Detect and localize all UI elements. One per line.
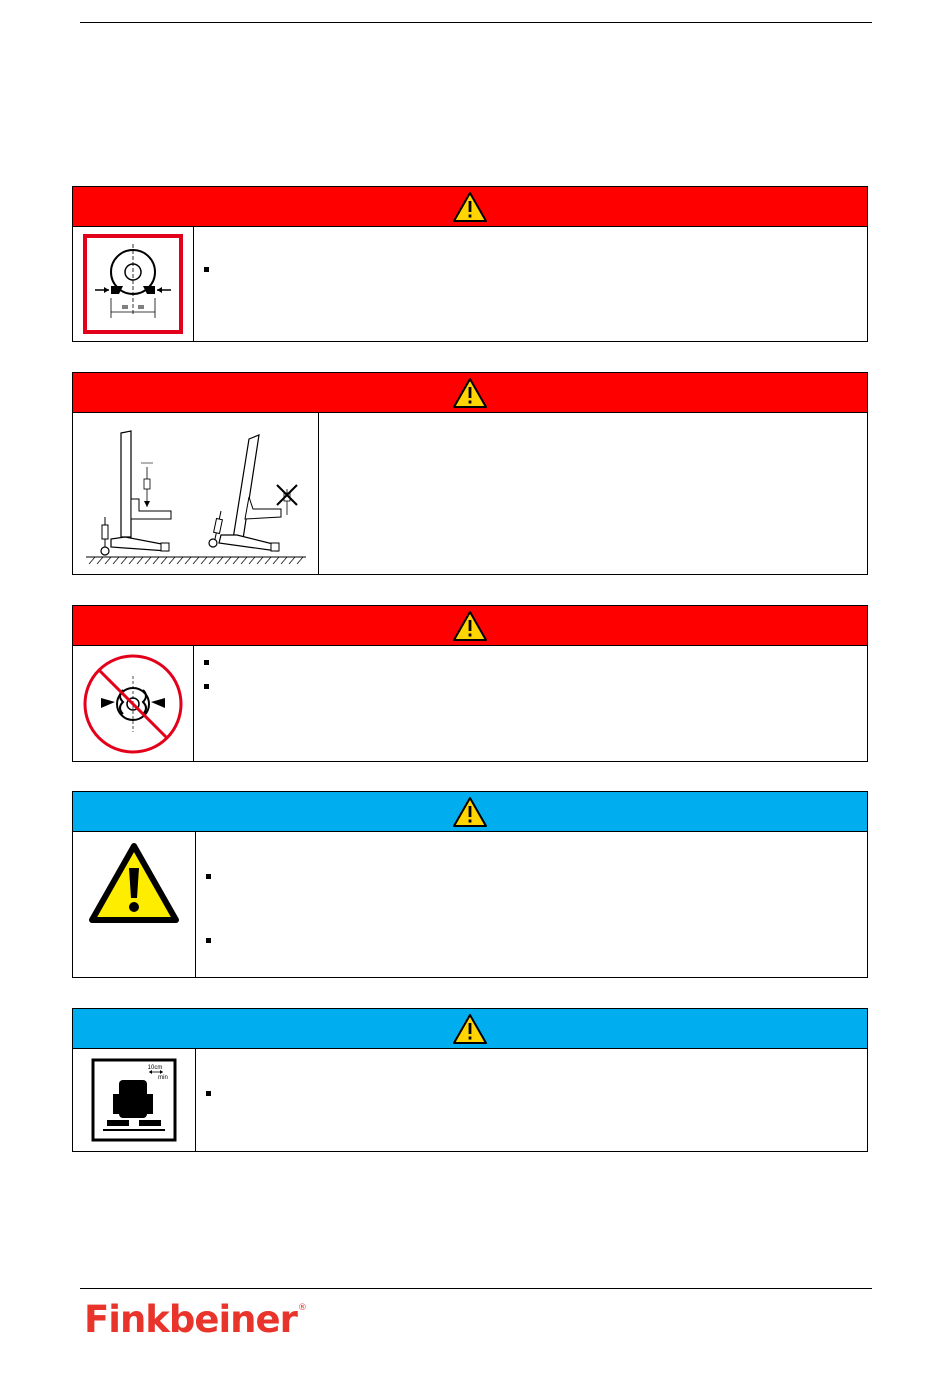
header-rule — [80, 22, 872, 23]
warning-triangle-icon — [452, 1013, 488, 1045]
footer-rule — [80, 1288, 872, 1289]
logo-text: Finkbeiner — [84, 1298, 297, 1341]
general-warning-icon — [88, 842, 180, 924]
warning-text-3 — [194, 646, 867, 761]
warning-triangle-icon — [452, 796, 488, 828]
warning-header-1 — [73, 187, 867, 227]
warning-triangle-icon — [452, 610, 488, 642]
warning-box-4 — [72, 791, 868, 978]
warning-text-1 — [194, 227, 867, 341]
warning-box-5 — [72, 1008, 868, 1152]
finkbeiner-logo — [84, 1300, 307, 1340]
bullet-marker — [204, 660, 209, 665]
distance-value-label: 10cm — [147, 1065, 163, 1071]
distance-10cm-icon — [91, 1058, 177, 1142]
wheel-centering-icon — [83, 234, 183, 334]
warning-box-1 — [72, 186, 868, 342]
distance-qualifier-label: min — [158, 1075, 168, 1081]
warning-text-4 — [196, 832, 867, 977]
registered-mark: ® — [297, 1303, 307, 1313]
warning-header-4 — [73, 792, 867, 832]
bullet-marker — [204, 684, 209, 689]
wheel-centering-picture — [73, 227, 194, 341]
warning-box-3 — [72, 605, 868, 762]
bullet-marker — [206, 874, 211, 879]
warning-header-3 — [73, 606, 867, 646]
warning-triangle-icon — [452, 377, 488, 409]
no-clamping-prohibition-icon — [81, 652, 185, 756]
bullet-marker — [206, 938, 211, 943]
warning-header-2 — [73, 373, 867, 413]
warning-text-2 — [319, 413, 867, 574]
no-clamping-picture — [73, 646, 194, 761]
warning-text-5 — [196, 1049, 867, 1151]
lift-stand-picture — [73, 413, 319, 574]
warning-box-2 — [72, 372, 868, 575]
lift-stand-diagram-icon — [81, 419, 311, 569]
bullet-marker — [204, 267, 209, 272]
warning-triangle-icon — [452, 191, 488, 223]
bullet-marker — [206, 1091, 211, 1096]
distance-picture — [73, 1049, 196, 1151]
general-warning-picture — [73, 832, 196, 977]
warning-header-5 — [73, 1009, 867, 1049]
